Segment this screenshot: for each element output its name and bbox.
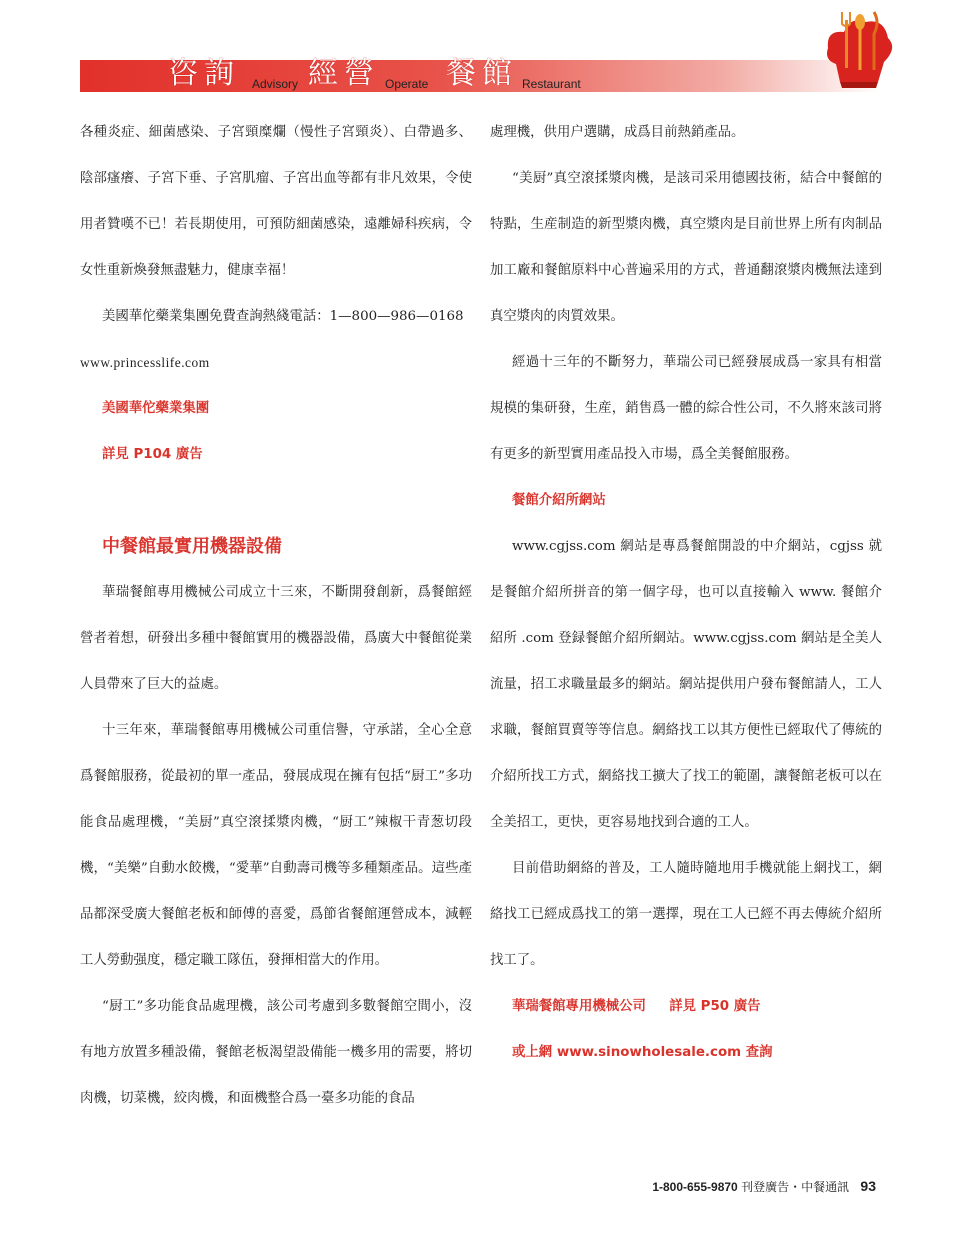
- chef-hat-utensils-icon: [818, 8, 898, 88]
- website-line[interactable]: 或上網 www.sinowholesale.com 查詢: [512, 1045, 773, 1060]
- left-column: [80, 110, 472, 1122]
- company-name: 美國華佗藥業集團: [102, 401, 210, 416]
- section-header-band: [80, 56, 880, 92]
- header-zh-restaurant: 餐館: [446, 56, 518, 91]
- body-paragraph: 各種炎症、細菌感染、子宮頸糜爛（慢性子宮頸炎）、白帶過多、陰部瘙癢、子宮下垂、子宮肌瘤、子宮出血等都有非凡效果，令使用者贊嘆不已！若長期使用，可預防細菌感染，遠離婦科疾病，令女性重新煥發無盡魅力，健康幸福！: [80, 125, 472, 278]
- body-paragraph: 經過十三年的不斷努力，華瑞公司已經發展成爲一家具有相當規模的集研發，生産，銷售爲一體的綜合性公司，不久將來該司將有更多的新型實用產品投入市場，爲全美餐館服務。: [490, 355, 882, 462]
- header-en-operate: Operate: [385, 77, 429, 91]
- body-paragraph: 華瑞餐館專用機械公司成立十三來，不斷開發創新，爲餐館經營者着想，研發出多種中餐館實用的機器設備，爲廣大中餐館從業人員帶來了巨大的益處。: [80, 585, 472, 692]
- body-paragraph: “美厨”真空滾揉漿肉機，是該司采用德國技術，結合中餐館的特點，生産制造的新型漿肉機，真空漿肉是目前世界上所有肉制品加工廠和餐館原料中心普遍采用的方式，普通翻滾漿肉機無法達到真空漿肉的肉質效果。: [490, 171, 882, 324]
- page-footer: [0, 1178, 876, 1195]
- ad-reference: 詳見 P50 廣告: [669, 999, 761, 1014]
- footer-label: 刊登廣告・中餐通訊: [741, 1180, 850, 1194]
- header-en-advisory: Advisory: [252, 77, 299, 91]
- hotline-text: 美國華佗藥業集團免費查詢熱綫電話：1—800—986—0168: [102, 309, 464, 324]
- header-zh-advisory: 咨詢: [168, 56, 240, 91]
- header-en-restaurant: Restaurant: [522, 77, 581, 91]
- ad-reference: 詳見 P104 廣告: [102, 447, 203, 462]
- header-zh-operate: 經營: [308, 56, 380, 91]
- body-paragraph: 處理機，供用户選購，成爲目前熱銷產品。: [490, 125, 745, 140]
- section-subtitle: 餐館介紹所網站: [512, 493, 606, 508]
- body-paragraph: 十三年來，華瑞餐館專用機械公司重信譽，守承諾，全心全意爲餐館服務，從最初的單一產品，發展成現在擁有包括“厨工”多功能食品處理機，“美厨”真空滾揉漿肉機，“厨工”辣椒干青葱切段機，“美樂”自動水餃機，“愛華”自動壽司機等多種類產品。這些產品都深受廣大餐館老板和師傅的喜愛，爲節省餐館運營成本，減輕工人勞動强度，穩定職工隊伍，發揮相當大的作用。: [80, 723, 472, 968]
- page-number: 93: [860, 1178, 876, 1194]
- right-column: [490, 110, 882, 1076]
- body-paragraph: 目前借助網絡的普及，工人隨時隨地用手機就能上網找工，網絡找工已經成爲找工的第一選擇，現在工人已經不再去傳統介紹所找工了。: [490, 861, 882, 968]
- company-ad-line: [490, 984, 882, 1030]
- website-url[interactable]: www.princesslife.com: [80, 355, 210, 370]
- footer-phone: 1-800-655-9870: [652, 1180, 738, 1194]
- body-paragraph: “厨工”多功能食品處理機，該公司考慮到多數餐館空間小，沒有地方放置多種設備，餐館老板渴望設備能一機多用的需要，將切肉機，切菜機，絞肉機，和面機整合爲一臺多功能的食品: [80, 999, 472, 1106]
- company-name: 華瑞餐館專用機械公司: [512, 999, 646, 1014]
- body-paragraph: www.cgjss.com 網站是專爲餐館開設的中介網站，cgjss 就是餐館介紹所拼音的第一個字母，也可以直接輸入 www. 餐館介紹所 .com 登録餐館介紹所網站。www.cgjss.com 網站是全美人流量，招工求職量最多的網站。網站提供用户發布餐館請人，工人求職，餐館買賣等等信息。網絡找工以其方便性已經取代了傳統的介紹所找工方式，網絡找工擴大了找工的範圍，讓餐館老板可以在全美招工，更快，更容易地找到合適的工人。: [490, 539, 882, 830]
- article-title: 中餐館最實用機器設備: [102, 536, 282, 557]
